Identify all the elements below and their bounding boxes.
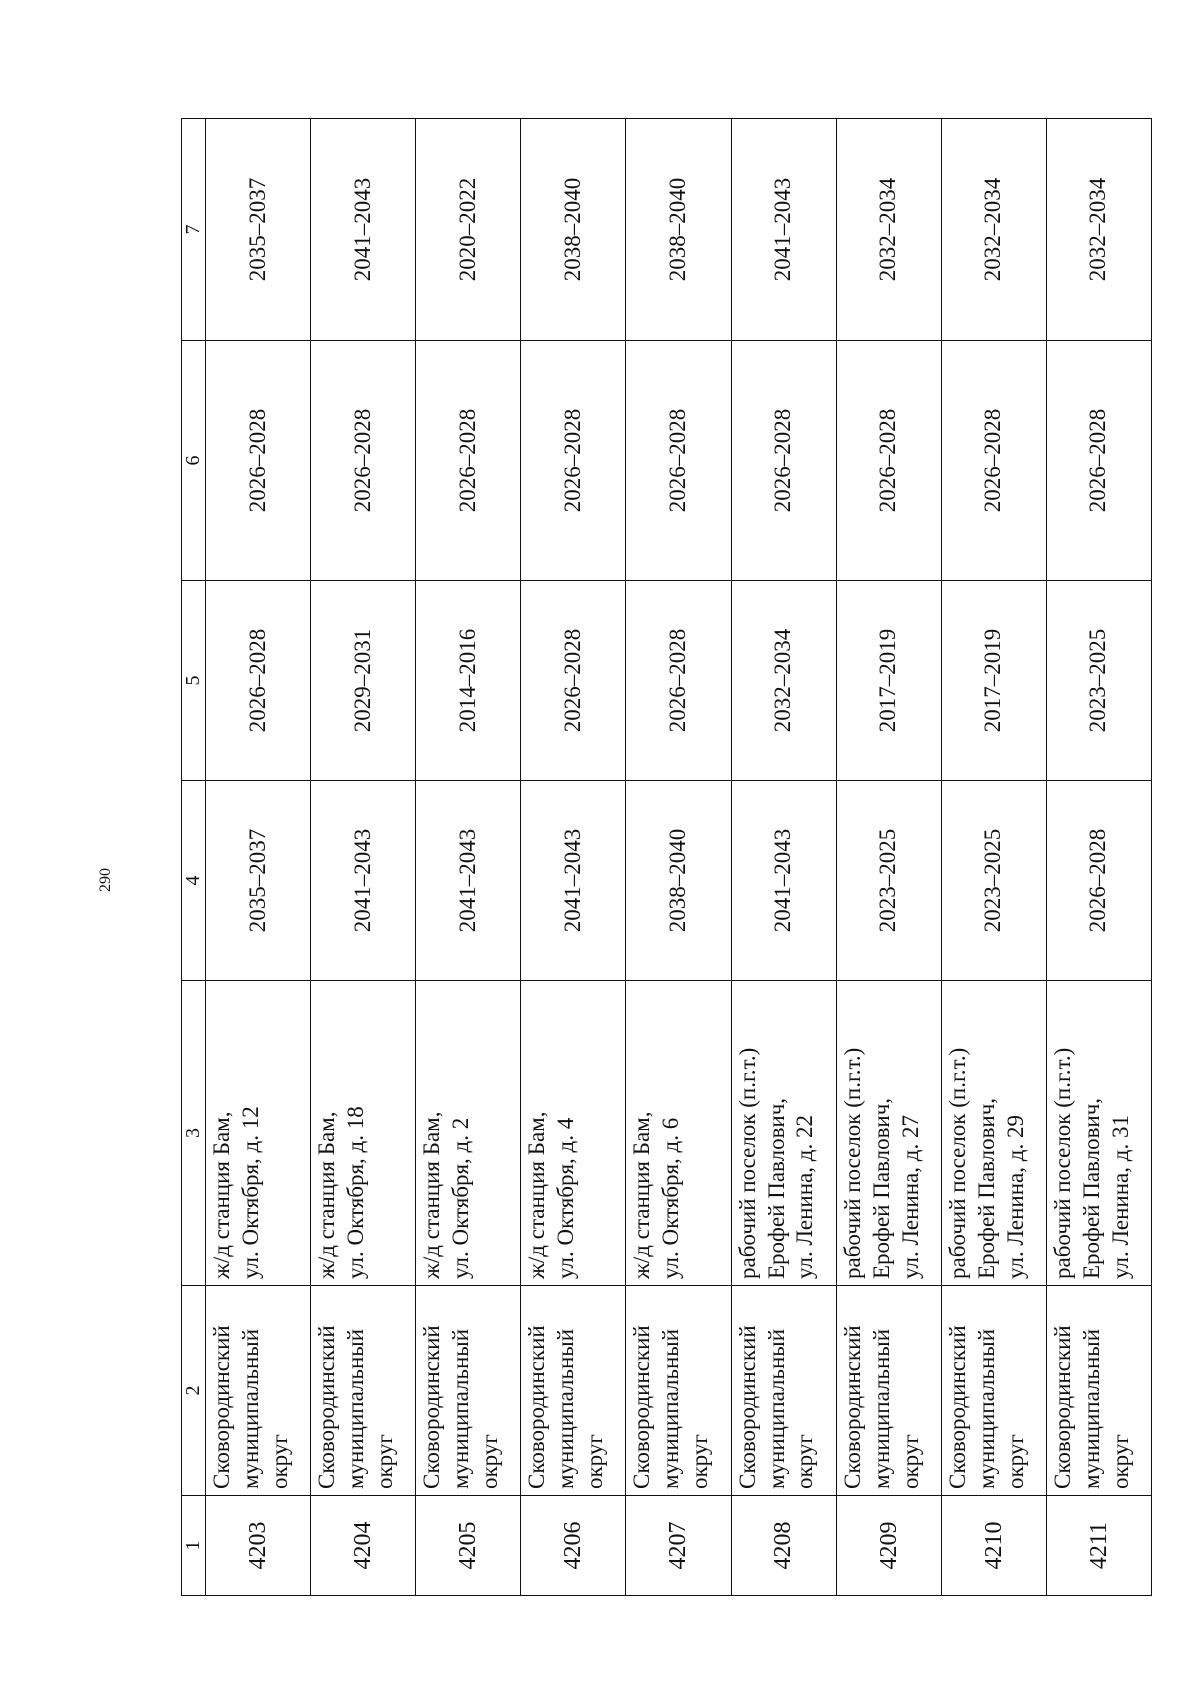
district-cell: Сковородинский муниципальный округ — [1046, 1286, 1151, 1496]
address-cell — [836, 981, 941, 1286]
period-cell-7: 2032–2034 — [1046, 119, 1151, 341]
address-line: ул. Октября, д. 18 — [343, 1106, 369, 1279]
address-cell — [1046, 981, 1151, 1286]
address-cell — [626, 981, 731, 1286]
address-cell — [206, 981, 311, 1286]
address-line: рабочий поселок (п.г.т.) — [734, 1047, 760, 1279]
table-row — [416, 119, 521, 1596]
period-cell-5: 2023–2025 — [1046, 581, 1151, 781]
period-cell-5: 2026–2028 — [626, 581, 731, 781]
period-cell-7: 2038–2040 — [626, 119, 731, 341]
address-cell — [731, 981, 836, 1286]
period-cell-5: 2026–2028 — [521, 581, 626, 781]
period-cell-4: 2035–2037 — [206, 781, 311, 981]
header-row — [182, 119, 206, 1596]
district-cell: Сковородинский муниципальный округ — [311, 1286, 416, 1496]
address-cell — [416, 981, 521, 1286]
period-cell-7: 2020–2022 — [416, 119, 521, 341]
period-cell-5: 2017–2019 — [836, 581, 941, 781]
district-cell: Сковородинский муниципальный округ — [206, 1286, 311, 1496]
table-header — [182, 119, 206, 1596]
page-number-text: 290 — [97, 868, 114, 892]
district-cell: Сковородинский муниципальный округ — [941, 1286, 1046, 1496]
table-row — [1046, 119, 1151, 1596]
row-id-cell: 4206 — [521, 1496, 626, 1596]
period-cell-6: 2026–2028 — [1046, 341, 1151, 581]
period-cell-6: 2026–2028 — [731, 341, 836, 581]
period-cell-6: 2026–2028 — [941, 341, 1046, 581]
address-line: рабочий поселок (п.г.т.) — [839, 1047, 865, 1279]
address-line: ж/д станция Бам, — [419, 1111, 445, 1279]
district-cell: Сковородинский муниципальный округ — [416, 1286, 521, 1496]
table-row — [626, 119, 731, 1596]
address-line: ул. Октября, д. 12 — [237, 1106, 263, 1279]
period-cell-5: 2029–2031 — [311, 581, 416, 781]
period-cell-7: 2038–2040 — [521, 119, 626, 341]
address-line: ж/д станция Бам, — [629, 1111, 655, 1279]
period-cell-4: 2038–2040 — [626, 781, 731, 981]
period-cell-4: 2041–2043 — [416, 781, 521, 981]
column-header: 3 — [182, 981, 206, 1286]
period-cell-5: 2032–2034 — [731, 581, 836, 781]
district-cell: Сковородинский муниципальный округ — [521, 1286, 626, 1496]
period-cell-4: 2041–2043 — [731, 781, 836, 981]
address-line: ж/д станция Бам, — [314, 1111, 340, 1279]
address-line: ул. Ленина, д. 29 — [1002, 1115, 1028, 1279]
row-id-cell: 4205 — [416, 1496, 521, 1596]
district-cell: Сковородинский муниципальный округ — [731, 1286, 836, 1496]
column-header: 5 — [182, 581, 206, 781]
table-row — [311, 119, 416, 1596]
period-cell-4: 2023–2025 — [941, 781, 1046, 981]
row-id-cell: 4211 — [1046, 1496, 1151, 1596]
period-cell-7: 2032–2034 — [941, 119, 1046, 341]
column-header: 2 — [182, 1286, 206, 1496]
row-id-cell: 4210 — [941, 1496, 1046, 1596]
column-header: 7 — [182, 119, 206, 341]
address-line: Ерофей Павлович, — [973, 1097, 999, 1279]
period-cell-4: 2023–2025 — [836, 781, 941, 981]
table-frame — [181, 119, 1152, 1596]
period-cell-6: 2026–2028 — [416, 341, 521, 581]
period-cell-4: 2041–2043 — [311, 781, 416, 981]
address-line: ж/д станция Бам, — [209, 1111, 234, 1279]
table-row — [521, 119, 626, 1596]
column-header: 1 — [182, 1496, 206, 1596]
address-line: рабочий поселок (п.г.т.) — [1049, 1047, 1075, 1279]
table-row — [836, 119, 941, 1596]
address-line: ул. Октября, д. 2 — [448, 1117, 474, 1279]
table-body — [206, 119, 1152, 1596]
address-line: Ерофей Павлович, — [1078, 1097, 1104, 1279]
district-cell: Сковородинский муниципальный округ — [836, 1286, 941, 1496]
period-cell-4: 2041–2043 — [521, 781, 626, 981]
column-header: 4 — [182, 781, 206, 981]
page-number — [96, 855, 116, 905]
period-cell-7: 2035–2037 — [206, 119, 311, 341]
address-line: ул. Октября, д. 6 — [658, 1117, 684, 1279]
period-cell-5: 2014–2016 — [416, 581, 521, 781]
address-line: ул. Ленина, д. 27 — [897, 1115, 923, 1279]
period-cell-7: 2041–2043 — [311, 119, 416, 341]
address-line: ул. Ленина, д. 31 — [1107, 1115, 1133, 1279]
data-table — [181, 118, 1152, 1596]
row-id-cell: 4204 — [311, 1496, 416, 1596]
period-cell-7: 2032–2034 — [836, 119, 941, 341]
address-cell — [941, 981, 1046, 1286]
address-line: ж/д станция Бам, — [524, 1111, 550, 1279]
period-cell-5: 2017–2019 — [941, 581, 1046, 781]
row-id-cell: 4209 — [836, 1496, 941, 1596]
period-cell-6: 2026–2028 — [521, 341, 626, 581]
address-cell — [521, 981, 626, 1286]
period-cell-6: 2026–2028 — [311, 341, 416, 581]
period-cell-4: 2026–2028 — [1046, 781, 1151, 981]
address-line: ул. Ленина, д. 22 — [792, 1115, 818, 1279]
period-cell-7: 2041–2043 — [731, 119, 836, 341]
address-line: ул. Октября, д. 4 — [553, 1117, 579, 1279]
row-id-cell: 4208 — [731, 1496, 836, 1596]
address-line: рабочий поселок (п.г.т.) — [944, 1047, 970, 1279]
period-cell-5: 2026–2028 — [206, 581, 311, 781]
period-cell-6: 2026–2028 — [206, 341, 311, 581]
period-cell-6: 2026–2028 — [626, 341, 731, 581]
district-cell: Сковородинский муниципальный округ — [626, 1286, 731, 1496]
address-cell — [311, 981, 416, 1286]
row-id-cell: 4207 — [626, 1496, 731, 1596]
row-id-cell: 4203 — [206, 1496, 311, 1596]
column-header: 6 — [182, 341, 206, 581]
period-cell-6: 2026–2028 — [836, 341, 941, 581]
table-row — [941, 119, 1046, 1596]
table-row — [206, 119, 311, 1596]
address-line: Ерофей Павлович, — [868, 1097, 894, 1279]
table-row — [731, 119, 836, 1596]
address-line: Ерофей Павлович, — [763, 1097, 789, 1279]
